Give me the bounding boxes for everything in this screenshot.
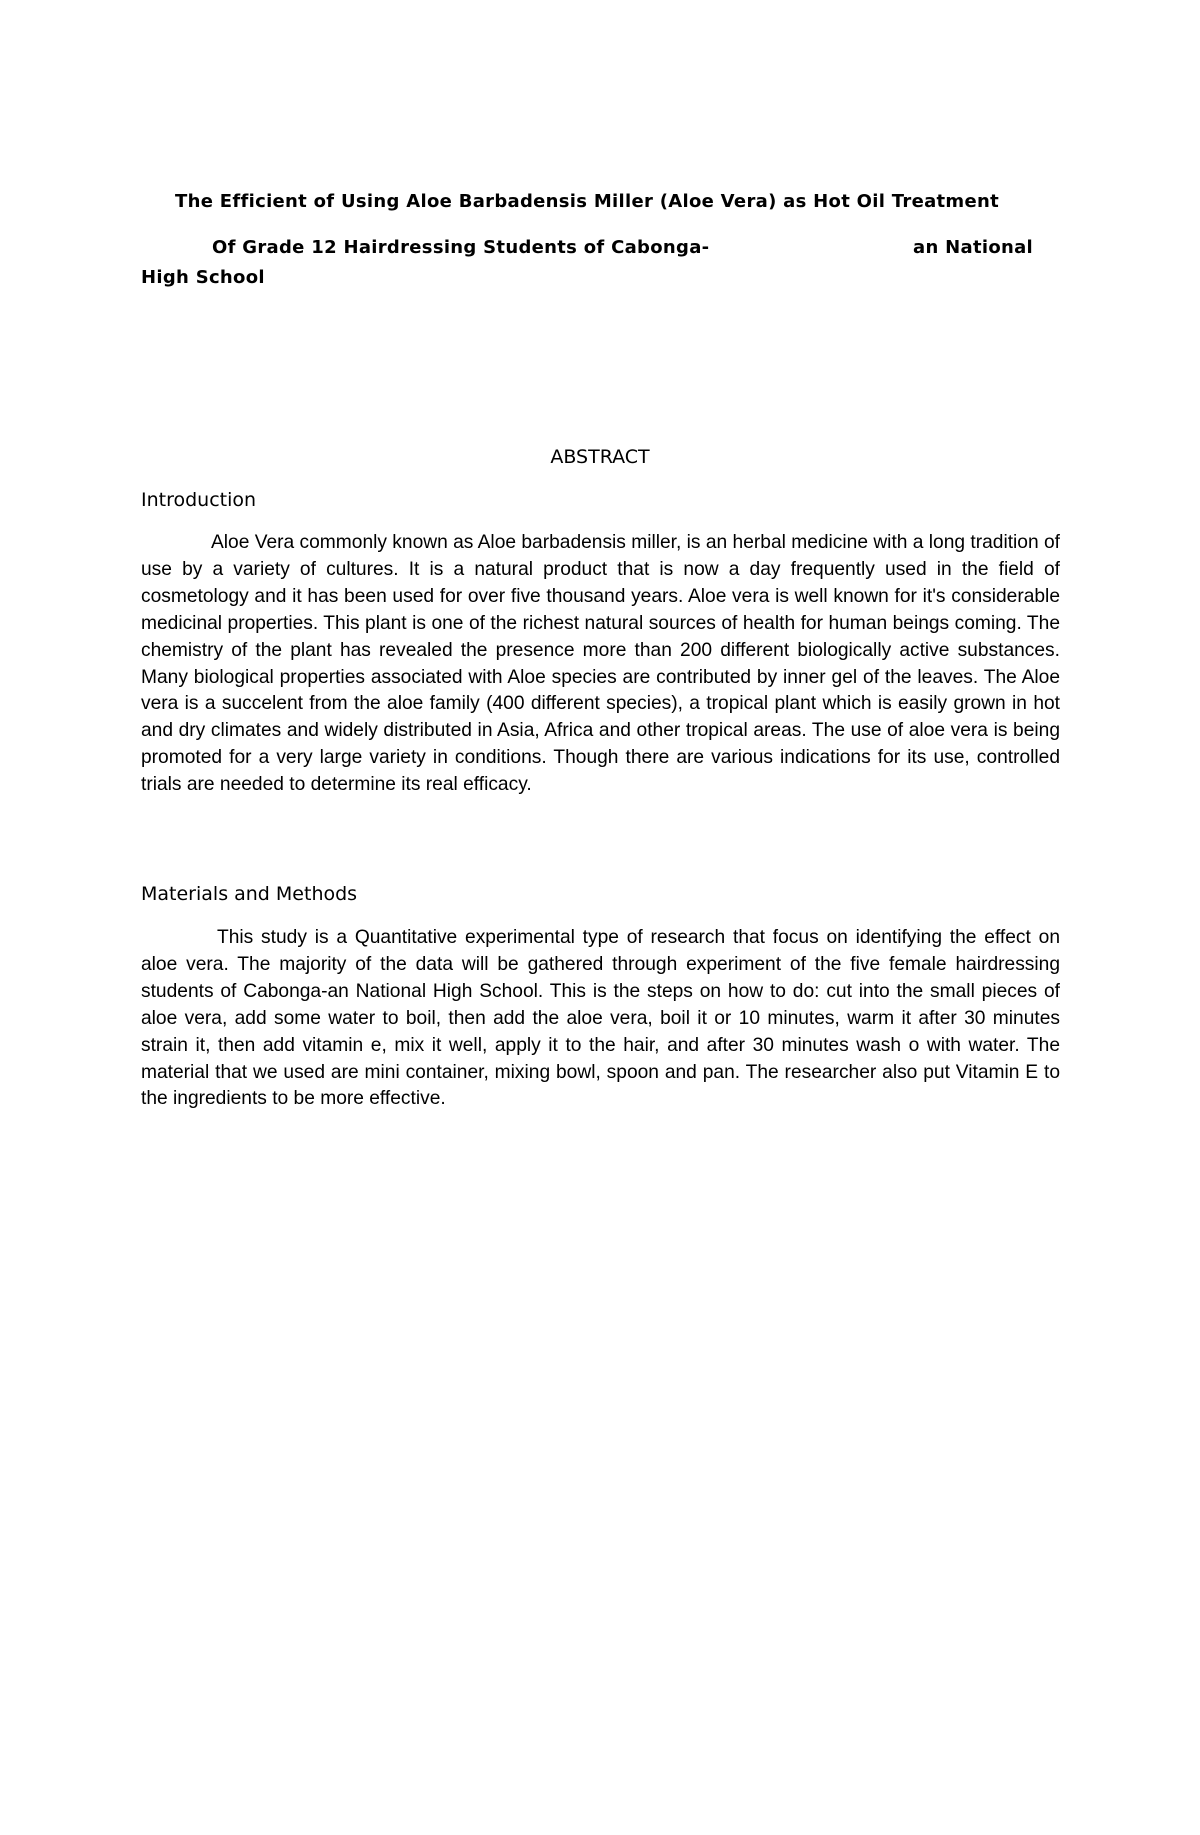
materials-methods-paragraph: This study is a Quantitative experimental type of research that focus on identifying the effect on aloe vera. The majority of the data will be gathered through experiment of the five female hairdressing students of Cabonga-an National High School. This is the steps on how to do: cut into the small pieces of aloe vera, add some water to boil, then add the aloe vera, boil it or 10 minutes, warm it after 30 minutes strain it, then add vitamin e, mix it well, apply it to the hair, and after 30 minutes wash o with water. The material that we used are mini container, mixing bowl, spoon and pan. The researcher also put Vitamin E to the ingredients to be more effective. bbox=[141, 927, 1060, 1110]
title-line-3: High School bbox=[141, 267, 265, 288]
title-line-2-end: an National bbox=[913, 237, 1034, 258]
title-line-1: The Efficient of Using Aloe Barbadensis Miller (Aloe Vera) as Hot Oil Treatment bbox=[175, 191, 1000, 212]
title-line-2-start: Of Grade 12 Hairdressing Students of Cabonga- bbox=[212, 237, 710, 258]
introduction-heading: Introduction bbox=[141, 489, 257, 511]
materials-methods-heading: Materials and Methods bbox=[141, 883, 358, 905]
introduction-paragraph: Aloe Vera commonly known as Aloe barbadensis miller, is an herbal medicine with a long tradition of use by a variety of cultures. It is a natural product that is now a day frequently used in the field of cosmetology and it has been used for over five thousand years. Aloe vera is well known for it's considerable medicinal properties. This plant is one of the richest natural sources of health for human beings coming. The chemistry of the plant has revealed the presence more than 200 different biologically active substances. Many biological properties associated with Aloe species are contributed by inner gel of the leaves. The Aloe vera is a succelent from the aloe family (400 different species), a tropical plant which is easily grown in hot and dry climates and widely distributed in Asia, Africa and other tropical areas. The use of aloe vera is being promoted for a very large variety in conditions. Though there are various indications for its use, controlled trials are needed to determine its real efficacy. bbox=[141, 532, 1060, 796]
abstract-heading: ABSTRACT bbox=[550, 446, 650, 468]
